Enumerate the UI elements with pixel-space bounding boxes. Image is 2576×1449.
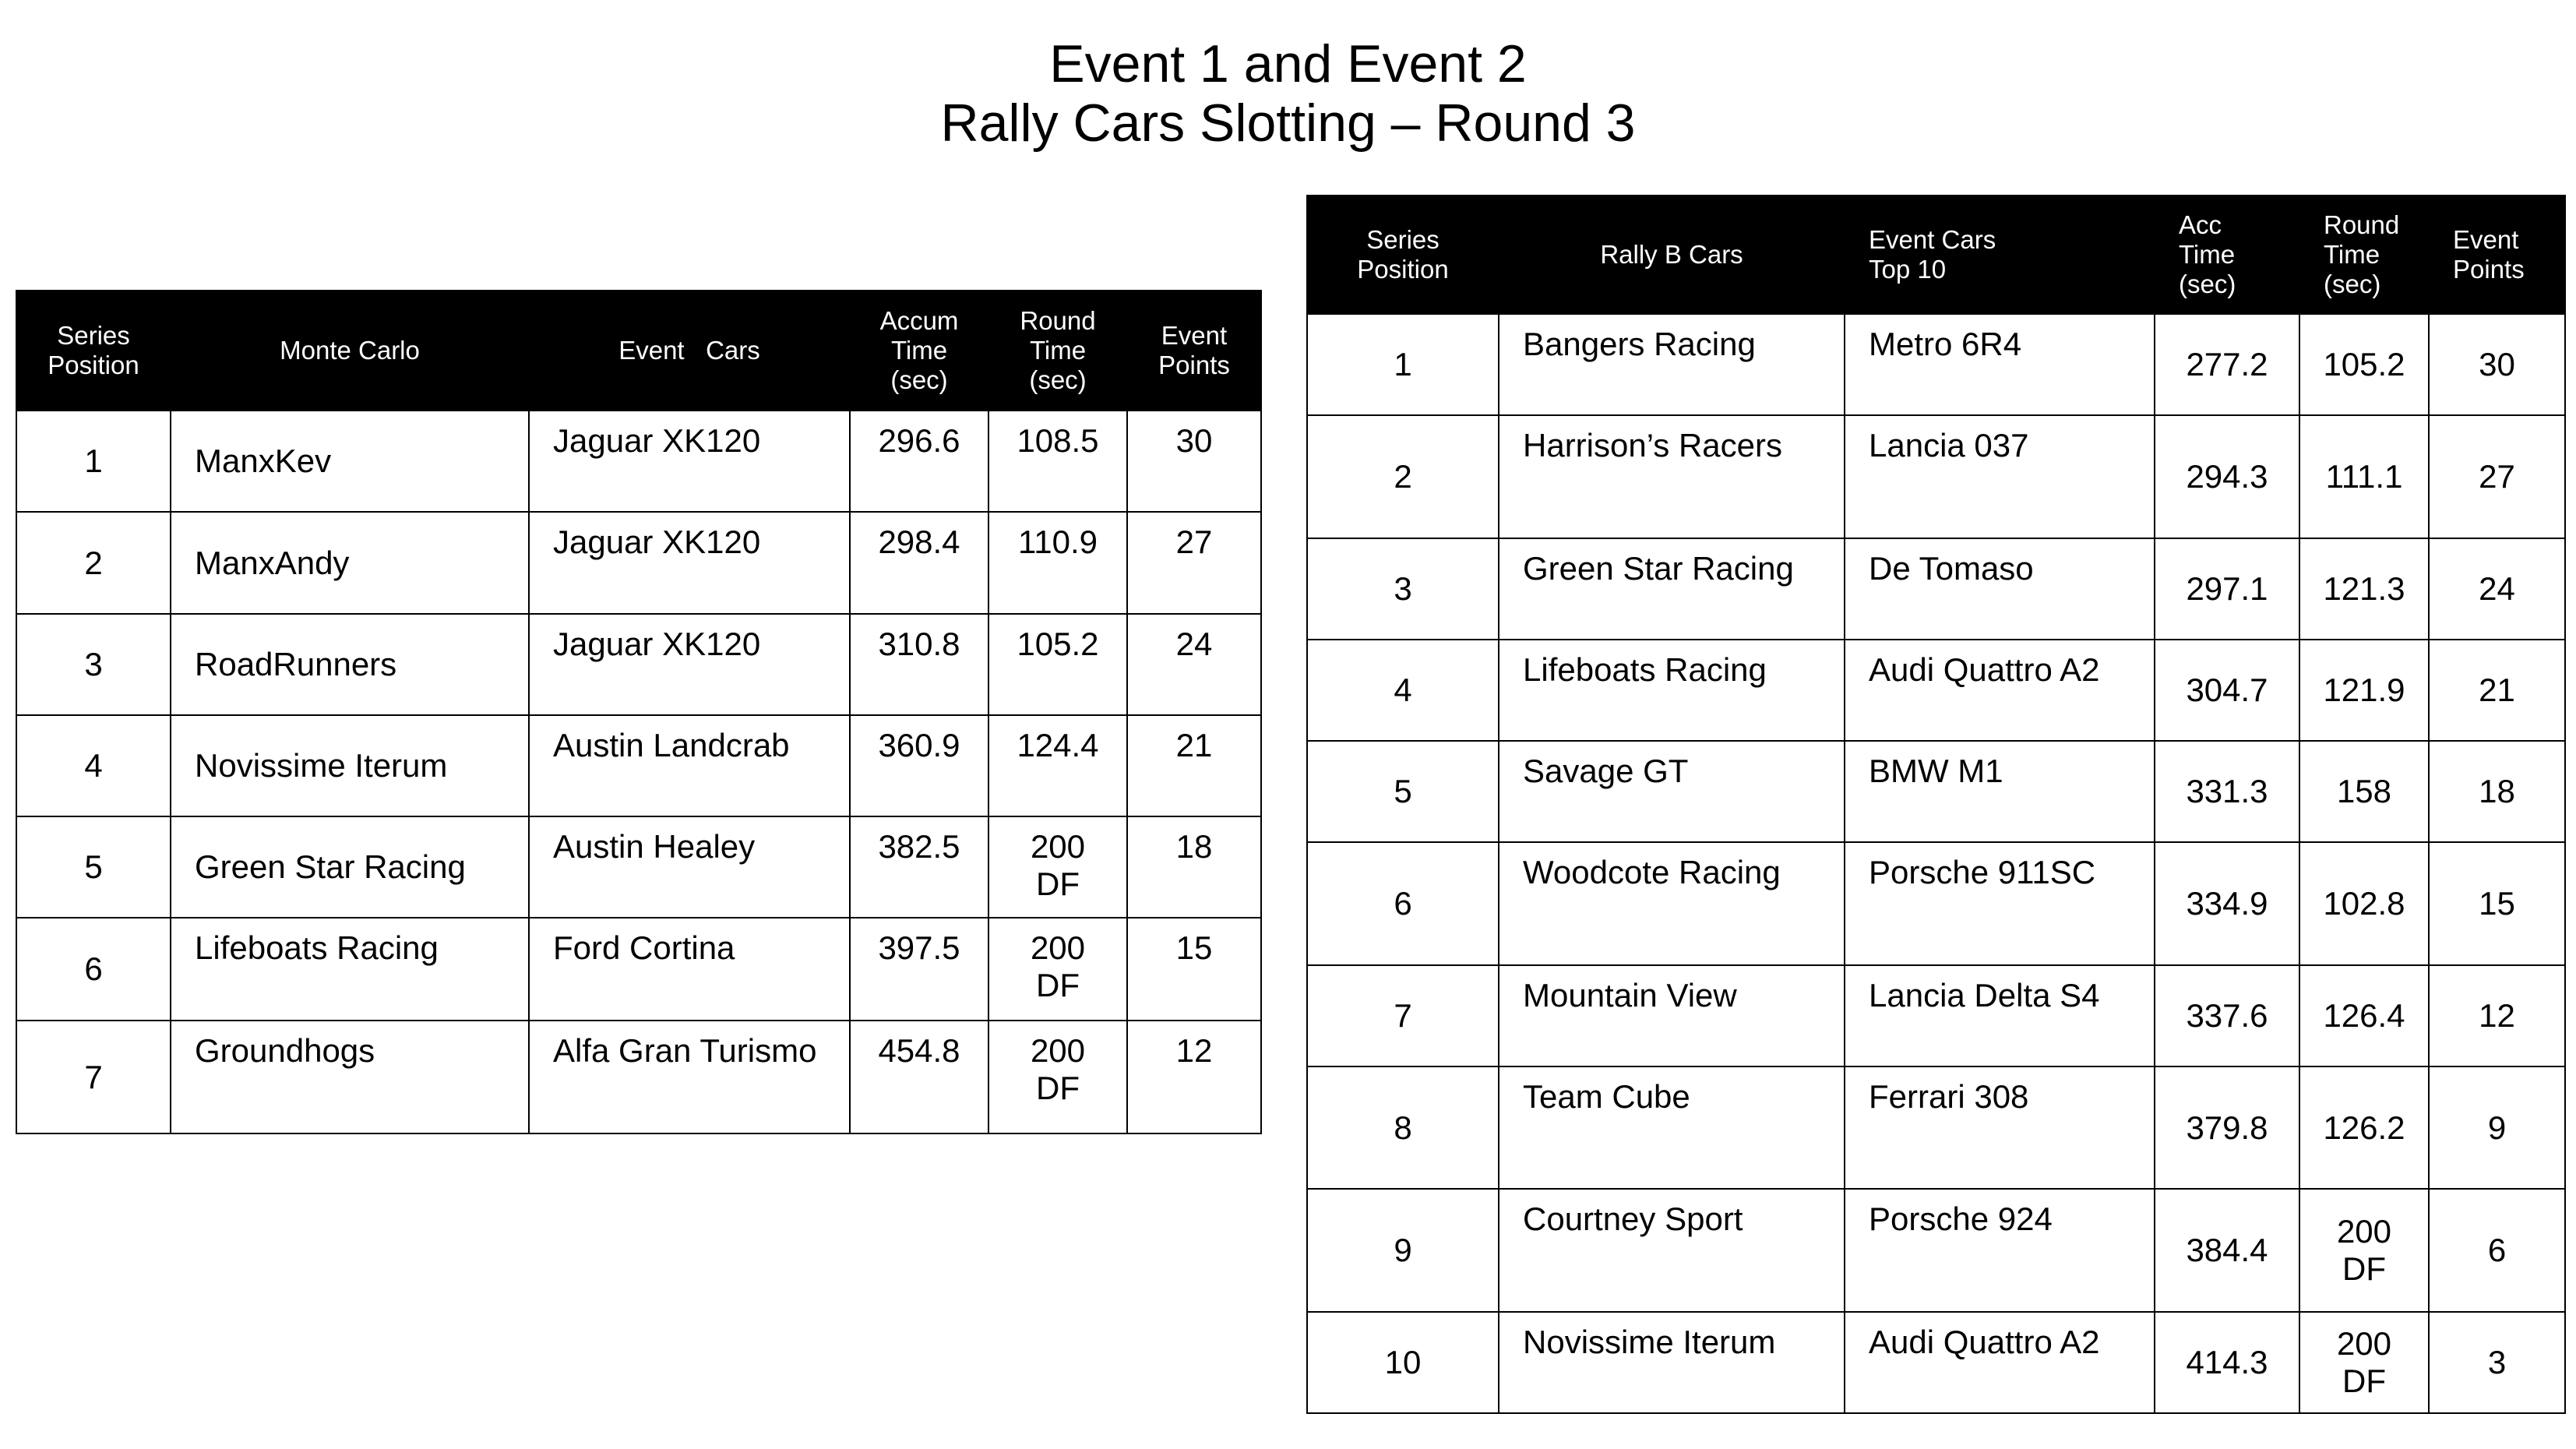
points-cell: 30	[2429, 314, 2565, 415]
header-round-time: Round Time (sec)	[2299, 196, 2429, 314]
car-cell: Metro 6R4	[1845, 314, 2155, 415]
header-accum-time: Accum Time (sec)	[850, 291, 988, 411]
table-row	[1307, 965, 2565, 1066]
points-cell: 21	[2429, 640, 2565, 741]
points-cell: 3	[2429, 1312, 2565, 1413]
team-cell: Bangers Racing	[1499, 314, 1845, 415]
team-cell: Green Star Racing	[1499, 538, 1845, 640]
table-row	[1307, 538, 2565, 640]
monte-carlo-results-table	[16, 290, 1262, 1134]
points-cell: 24	[1127, 614, 1261, 715]
table-row	[16, 816, 1261, 918]
team-cell: Novissime Iterum	[171, 715, 529, 816]
team-cell: Novissime Iterum	[1499, 1312, 1845, 1413]
round-time-cell: 200 DF	[988, 918, 1127, 1021]
header-event-points: Event Points	[2429, 196, 2565, 314]
position-cell: 7	[16, 1021, 171, 1133]
header-round-time: Round Time (sec)	[988, 291, 1127, 411]
position-cell: 3	[16, 614, 171, 715]
round-time-cell: 124.4	[988, 715, 1127, 816]
points-cell: 27	[1127, 512, 1261, 614]
rally-b-cars-results-table	[1306, 195, 2566, 1414]
table-header-row	[1307, 196, 2565, 314]
accum-time-cell: 397.5	[850, 918, 988, 1021]
points-cell: 15	[1127, 918, 1261, 1021]
car-cell: Austin Landcrab	[529, 715, 850, 816]
team-cell: Groundhogs	[171, 1021, 529, 1133]
accum-time-cell: 337.6	[2155, 965, 2299, 1066]
car-cell: Austin Healey	[529, 816, 850, 918]
accum-time-cell: 414.3	[2155, 1312, 2299, 1413]
accum-time-cell: 298.4	[850, 512, 988, 614]
position-cell: 1	[16, 411, 171, 512]
accum-time-cell: 379.8	[2155, 1066, 2299, 1189]
points-cell: 6	[2429, 1189, 2565, 1312]
car-cell: Jaguar XK120	[529, 614, 850, 715]
car-cell: Porsche 924	[1845, 1189, 2155, 1312]
car-cell: De Tomaso	[1845, 538, 2155, 640]
table-row	[16, 512, 1261, 614]
round-time-cell: 105.2	[988, 614, 1127, 715]
round-time-cell: 121.9	[2299, 640, 2429, 741]
table-row	[1307, 314, 2565, 415]
header-series-position: Series Position	[16, 291, 171, 411]
position-cell: 3	[1307, 538, 1499, 640]
round-time-cell: 105.2	[2299, 314, 2429, 415]
team-cell: RoadRunners	[171, 614, 529, 715]
table-header-row	[16, 291, 1261, 411]
round-time-cell: 108.5	[988, 411, 1127, 512]
team-cell: Savage GT	[1499, 741, 1845, 842]
team-cell: ManxKev	[171, 411, 529, 512]
table-row	[16, 614, 1261, 715]
table-row	[1307, 842, 2565, 965]
table-row	[1307, 415, 2565, 538]
header-series-position: Series Position	[1307, 196, 1499, 314]
round-time-cell: 111.1	[2299, 415, 2429, 538]
team-cell: Lifeboats Racing	[1499, 640, 1845, 741]
round-time-cell: 126.4	[2299, 965, 2429, 1066]
team-cell: Harrison’s Racers	[1499, 415, 1845, 538]
position-cell: 1	[1307, 314, 1499, 415]
car-cell: Audi Quattro A2	[1845, 640, 2155, 741]
car-cell: Jaguar XK120	[529, 512, 850, 614]
position-cell: 10	[1307, 1312, 1499, 1413]
round-time-cell: 200 DF	[988, 816, 1127, 918]
team-cell: Team Cube	[1499, 1066, 1845, 1189]
accum-time-cell: 334.9	[2155, 842, 2299, 965]
position-cell: 5	[1307, 741, 1499, 842]
points-cell: 24	[2429, 538, 2565, 640]
header-event-points: Event Points	[1127, 291, 1261, 411]
team-cell: Woodcote Racing	[1499, 842, 1845, 965]
car-cell: Audi Quattro A2	[1845, 1312, 2155, 1413]
accum-time-cell: 382.5	[850, 816, 988, 918]
points-cell: 15	[2429, 842, 2565, 965]
accum-time-cell: 360.9	[850, 715, 988, 816]
table-row	[16, 1021, 1261, 1133]
position-cell: 2	[1307, 415, 1499, 538]
page-title-line2: Rally Cars Slotting – Round 3	[940, 93, 1636, 153]
round-time-cell: 200 DF	[2299, 1189, 2429, 1312]
accum-time-cell: 454.8	[850, 1021, 988, 1133]
points-cell: 18	[2429, 741, 2565, 842]
team-cell: Lifeboats Racing	[171, 918, 529, 1021]
position-cell: 5	[16, 816, 171, 918]
header-monte-carlo: Monte Carlo	[171, 291, 529, 411]
position-cell: 4	[1307, 640, 1499, 741]
points-cell: 30	[1127, 411, 1261, 512]
header-event-cars: Event Cars	[529, 291, 850, 411]
round-time-cell: 126.2	[2299, 1066, 2429, 1189]
accum-time-cell: 310.8	[850, 614, 988, 715]
round-time-cell: 200 DF	[2299, 1312, 2429, 1413]
car-cell: BMW M1	[1845, 741, 2155, 842]
position-cell: 8	[1307, 1066, 1499, 1189]
team-cell: Courtney Sport	[1499, 1189, 1845, 1312]
car-cell: Lancia Delta S4	[1845, 965, 2155, 1066]
table-row	[16, 715, 1261, 816]
points-cell: 21	[1127, 715, 1261, 816]
table-row	[16, 411, 1261, 512]
position-cell: 6	[16, 918, 171, 1021]
header-acc-time: Acc Time (sec)	[2155, 196, 2299, 314]
header-rally-b-cars: Rally B Cars	[1499, 196, 1845, 314]
team-cell: ManxAndy	[171, 512, 529, 614]
points-cell: 12	[2429, 965, 2565, 1066]
car-cell: Porsche 911SC	[1845, 842, 2155, 965]
round-time-cell: 102.8	[2299, 842, 2429, 965]
team-cell: Mountain View	[1499, 965, 1845, 1066]
accum-time-cell: 304.7	[2155, 640, 2299, 741]
round-time-cell: 121.3	[2299, 538, 2429, 640]
car-cell: Jaguar XK120	[529, 411, 850, 512]
points-cell: 27	[2429, 415, 2565, 538]
car-cell: Lancia 037	[1845, 415, 2155, 538]
table-row	[1307, 1189, 2565, 1312]
table-row	[1307, 640, 2565, 741]
round-time-cell: 200 DF	[988, 1021, 1127, 1133]
accum-time-cell: 384.4	[2155, 1189, 2299, 1312]
accum-time-cell: 297.1	[2155, 538, 2299, 640]
position-cell: 4	[16, 715, 171, 816]
position-cell: 2	[16, 512, 171, 614]
car-cell: Alfa Gran Turismo	[529, 1021, 850, 1133]
accum-time-cell: 277.2	[2155, 314, 2299, 415]
table-row	[1307, 1066, 2565, 1189]
round-time-cell: 158	[2299, 741, 2429, 842]
points-cell: 12	[1127, 1021, 1261, 1133]
accum-time-cell: 294.3	[2155, 415, 2299, 538]
position-cell: 9	[1307, 1189, 1499, 1312]
table-row	[1307, 741, 2565, 842]
table-row	[16, 918, 1261, 1021]
position-cell: 7	[1307, 965, 1499, 1066]
accum-time-cell: 331.3	[2155, 741, 2299, 842]
points-cell: 18	[1127, 816, 1261, 918]
header-event-cars-top-10: Event Cars Top 10	[1845, 196, 2155, 314]
position-cell: 6	[1307, 842, 1499, 965]
table-row	[1307, 1312, 2565, 1413]
car-cell: Ford Cortina	[529, 918, 850, 1021]
points-cell: 9	[2429, 1066, 2565, 1189]
page-title-line1: Event 1 and Event 2	[1049, 34, 1527, 93]
accum-time-cell: 296.6	[850, 411, 988, 512]
team-cell: Green Star Racing	[171, 816, 529, 918]
round-time-cell: 110.9	[988, 512, 1127, 614]
car-cell: Ferrari 308	[1845, 1066, 2155, 1189]
